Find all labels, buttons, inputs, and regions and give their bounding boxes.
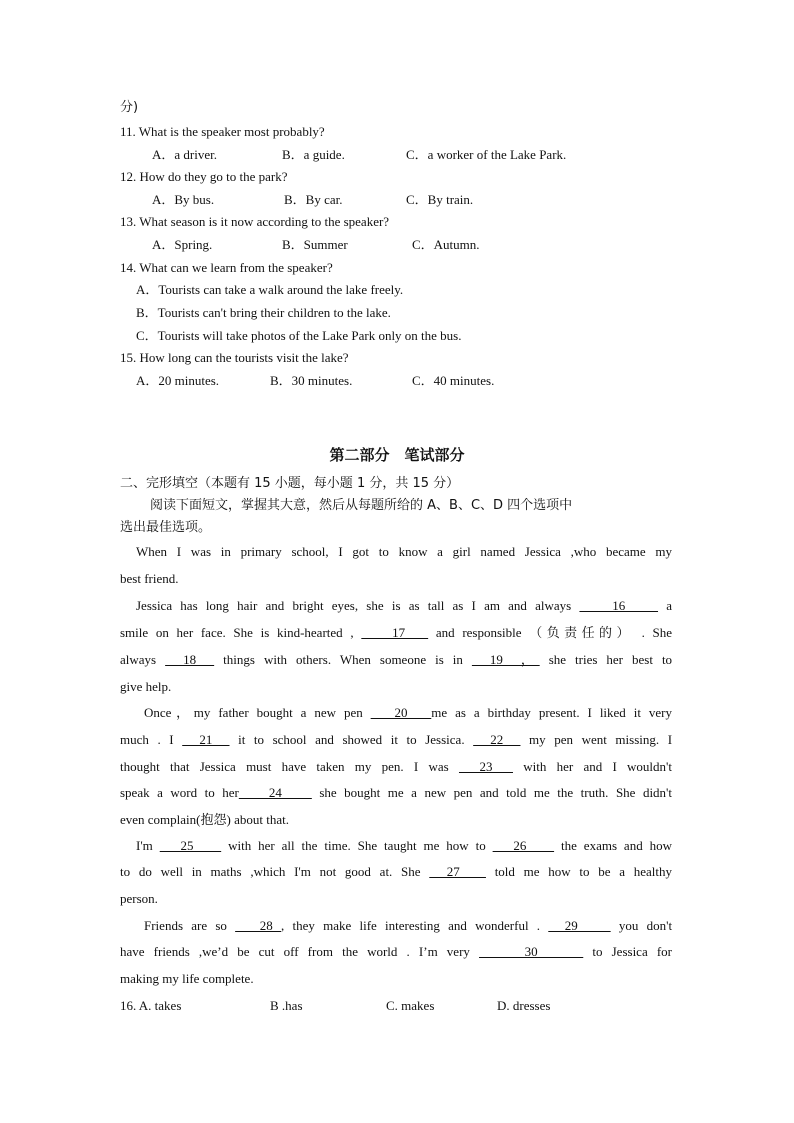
passage-line: thought that Jessica must have taken my pen. I was 23 with her and I wouldn't: [120, 759, 672, 774]
question-13-option-c: C．Autumn.: [412, 237, 480, 252]
blank-21[interactable]: 21: [182, 732, 230, 747]
question-11-stem: 11. What is the speaker most probably?: [120, 124, 325, 139]
blank-28[interactable]: 28: [235, 918, 282, 933]
passage-line: speak a word to her 24 she bought me a new pen and told me the truth. She didn't: [120, 785, 673, 800]
section-heading: 二、完形填空（本题有 15 小题，每小题 1 分，共 15 分）: [120, 476, 460, 491]
question-13-option-a: A．Spring.: [152, 237, 213, 252]
question-15-stem: 15. How long can the tourists visit the lake?: [120, 350, 349, 365]
blank-20[interactable]: 20: [370, 705, 432, 720]
blank-26[interactable]: 26: [492, 838, 555, 853]
passage-line: Jessica has long hair and bright eyes, she is as tall as I am and always 16 a: [136, 598, 673, 613]
passage-line: much . I 21 it to school and showed it to Jessica. 22 my pen went missing. I: [120, 732, 673, 747]
passage-line: person.: [120, 891, 158, 906]
question-11-option-b: B．a guide.: [282, 147, 345, 162]
question-15-option-a: A．20 minutes.: [136, 373, 220, 388]
blank-24[interactable]: 24: [238, 785, 312, 800]
passage-line: always 18 things with others. When someone is in 19 ， she tries her best to: [120, 652, 673, 667]
passage-line: Once，my father bought a new pen 20 me as a birthday present. I liked it very: [144, 705, 673, 720]
question-12-option-c: C．By train.: [406, 192, 474, 207]
instruction-line-2: 选出最佳选项。: [120, 520, 212, 535]
question-16-option-c: C. makes: [386, 998, 435, 1013]
blank-22[interactable]: 22: [473, 732, 521, 747]
blank-27[interactable]: 27: [429, 864, 486, 879]
question-11-option-a: A．a driver.: [152, 147, 217, 162]
question-15-option-c: C．40 minutes.: [412, 373, 495, 388]
passage-line: I'm 25 with her all the time. She taught me how to 26 the exams and how: [136, 838, 673, 853]
question-12-option-b: B．By car.: [284, 192, 343, 207]
blank-25[interactable]: 25: [159, 838, 222, 853]
passage-line: to do well in maths ,which I'm not good at. She 27 told me how to be a healthy: [120, 864, 672, 879]
passage-line: have friends ,we’d be cut off from the world . I’m very 30 to Jessica for: [120, 944, 673, 959]
blank-16[interactable]: 16: [579, 598, 659, 613]
passage-line: best friend.: [120, 571, 179, 586]
question-11-option-c: C．a worker of the Lake Park.: [406, 147, 567, 162]
part-2-title: 第二部分 笔试部分: [329, 446, 465, 464]
question-16-option-d: D. dresses: [497, 998, 551, 1013]
part-tail-text: 分): [120, 100, 139, 115]
question-14-stem: 14. What can we learn from the speaker?: [120, 260, 333, 275]
passage-line: even complain(抱怨) about that.: [120, 812, 289, 828]
blank-17[interactable]: 17: [361, 625, 429, 640]
blank-23[interactable]: 23: [458, 759, 513, 774]
question-14-option-c: C．Tourists will take photos of the Lake Park only on the bus.: [136, 328, 462, 343]
question-14-option-b: B．Tourists can't bring their children to the lake.: [136, 305, 391, 320]
blank-30[interactable]: 30: [479, 944, 584, 959]
blank-18[interactable]: 18: [165, 652, 215, 667]
question-16-option-b: B .has: [270, 998, 303, 1013]
question-13-stem: 13. What season is it now according to the speaker?: [120, 214, 390, 229]
blank-29[interactable]: 29: [548, 918, 611, 933]
question-14-option-a: A．Tourists can take a walk around the lake freely.: [136, 282, 404, 297]
question-12-stem: 12. How do they go to the park?: [120, 169, 288, 184]
passage-line: Friends are so 28 , they make life interesting and wonderful . 29 you don't: [144, 918, 673, 933]
blank-19[interactable]: 19 ，: [471, 652, 540, 667]
question-13-option-b: B．Summer: [282, 237, 348, 252]
passage-line: making my life complete.: [120, 971, 254, 986]
instruction-line-1: 阅读下面短文，掌握其大意，然后从每题所给的 A、B、C、D 四个选项中: [150, 498, 573, 513]
question-12-option-a: A．By bus.: [152, 192, 215, 207]
passage-line: give help.: [120, 679, 172, 694]
passage-line: smile on her face. She is kind-hearted , 17 and responsible （负责任的） . She: [120, 625, 673, 641]
question-16-number-option-a: 16. A. takes: [120, 998, 182, 1013]
question-15-option-b: B．30 minutes.: [270, 373, 353, 388]
passage-line: When I was in primary school, I got to know a girl named Jessica ,who became my: [136, 544, 672, 559]
